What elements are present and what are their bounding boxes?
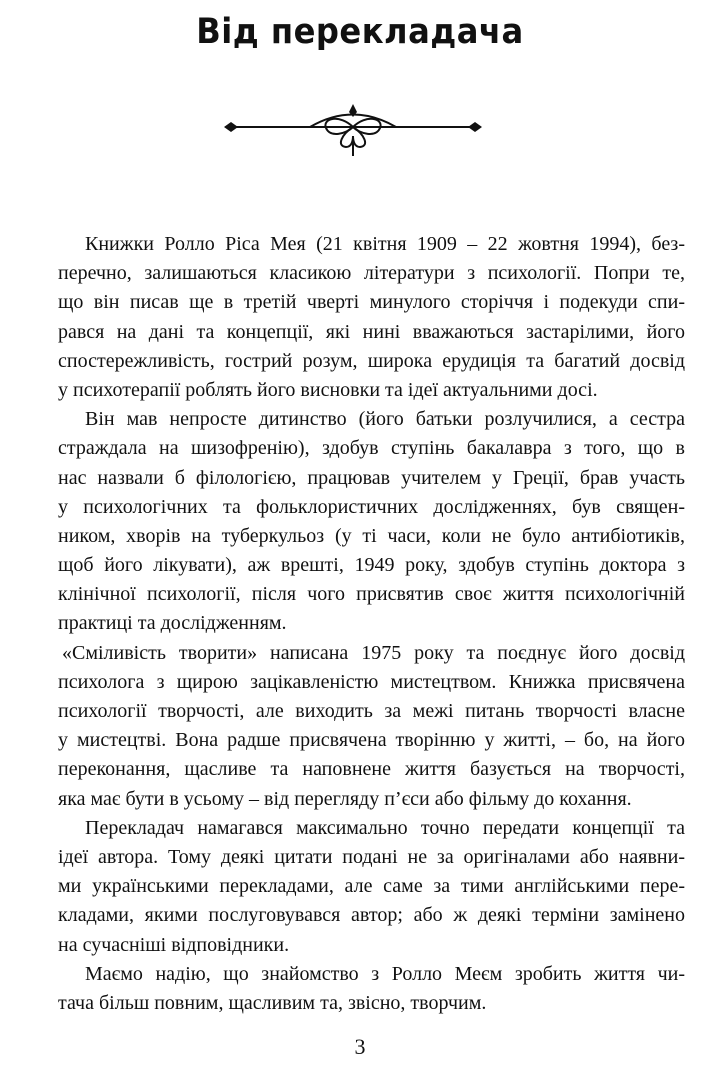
text-line: що він писав ще в третій чверті минулого сторіччя і подекуди спи- xyxy=(58,291,685,314)
page-title: Від перекладача xyxy=(196,12,524,52)
text-line: Перекладач намагався максимально точно передати концепції та xyxy=(85,816,685,839)
text-line: нас назвали б філологією, працював учителем у Греції, брав участь xyxy=(58,466,685,489)
ornament-divider-icon xyxy=(222,100,484,158)
paragraph xyxy=(58,230,685,405)
paragraph xyxy=(58,814,685,960)
text-line: спостережливість, гострий розум, широка ерудиція та багатий досвід xyxy=(58,349,685,372)
text-line: тача більш повним, щасливим та, звісно, творчим. xyxy=(58,991,487,1014)
text-line: кладами, якими послуговувався автор; або ж деякі терміни замінено xyxy=(58,904,685,927)
text-line: Він мав непросте дитинство (його батьки розлучилися, а сестра xyxy=(85,408,685,431)
text-line: переконання, щасливе та наповнене життя базується на творчості, xyxy=(58,758,685,781)
text-line: ником, хворів на туберкульоз (у ті часи, коли не було антибіотиків, xyxy=(58,524,685,547)
text-line: перечно, залишаються класикою літератури з психології. Попри те, xyxy=(58,262,685,285)
text-line: Книжки Ролло Ріса Мея (21 квітня 1909 – 22 жовтня 1994), без- xyxy=(85,233,685,255)
paragraph xyxy=(58,405,685,639)
text-line: Маємо надію, що знайомство з Ролло Меєм зробить життя чи- xyxy=(85,962,685,985)
text-line: ми українськими перекладами, але саме за тими англійськими пере- xyxy=(58,875,685,898)
text-line: у мистецтві. Вона радше присвячена творінню у житті, – бо, на його xyxy=(58,729,685,752)
paragraph xyxy=(58,960,685,1018)
text-line: практиці та дослідженням. xyxy=(58,612,287,635)
text-line: «Сміливість творити» написана 1975 року та поєднує його досвід xyxy=(62,641,685,664)
text-line: рався на дані та концепції, які нині вважаються застарілими, його xyxy=(58,320,685,343)
text-line: ідеї автора. Тому деякі цитати подані не за оригіналами або наявни- xyxy=(58,845,685,868)
text-line: психології творчості, але виходить за межі питань творчості власне xyxy=(58,700,685,722)
page-number: 3 xyxy=(354,1034,366,1059)
text-line: у психологічних та фольклористичних дослідженнях, був священ- xyxy=(58,495,685,518)
text-line: на сучасніші відповідники. xyxy=(58,933,290,956)
text-line: у психотерапії роблять його висновки та ідеї актуальними досі. xyxy=(58,378,598,401)
text-line: щоб його лікувати), аж врешті, 1949 року, здобув ступінь доктора з xyxy=(58,554,685,577)
text-line: психолога з щирою зацікавленістю мистецтвом. Книжка присвячена xyxy=(58,670,685,693)
text-line: страждала на шизофренію), здобув ступінь бакалавра з того, що в xyxy=(58,437,685,460)
text-line: яка має бути в усьому – від перегляду п’єси або фільму до кохання. xyxy=(58,787,632,810)
paragraph xyxy=(58,639,685,814)
text-line: клінічної психології, після чого присвятив своє життя психологічній xyxy=(58,583,685,606)
document-body xyxy=(58,230,685,1018)
